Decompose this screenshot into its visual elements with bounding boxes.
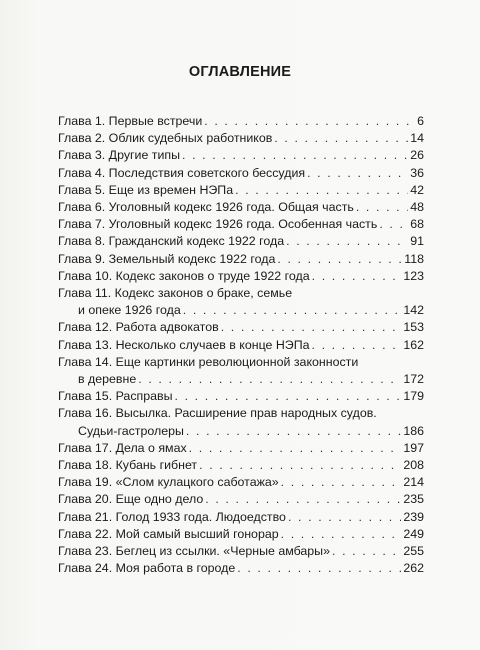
toc-entry-line [58,147,424,164]
toc-page-number: 123 [403,268,424,283]
toc-entry-title: Глава 18. Кубань гибнет [58,458,198,473]
toc-entry-title: Глава 13. Несколько случаев в конце НЭПа [58,337,310,352]
toc-entry-title: Глава 16. Высылка. Расширение прав народных судов. [58,406,377,421]
toc-page-number: 235 [403,492,424,507]
toc-entry [58,543,424,560]
toc-entry-title: Глава 8. Гражданский кодекс 1922 года [58,234,285,249]
toc-entry-line [58,199,424,216]
toc-page-number: 172 [403,372,424,387]
toc-entry-title: Глава 21. Голод 1933 года. Людоедство [58,509,286,524]
toc-entry [58,199,424,216]
toc-entry [58,474,424,491]
toc-page-number: 179 [403,389,424,404]
dot-leader [286,233,408,250]
toc-entry-line [58,165,424,182]
dot-leader [312,337,402,354]
toc-page-number: 208 [403,458,424,473]
toc-entry-line [58,233,424,250]
toc-page-number: 153 [403,320,424,335]
dot-leader [221,319,402,336]
toc-entry [58,251,424,268]
toc-entry-line [58,509,424,526]
table-of-contents [58,113,424,577]
dot-leader [186,423,401,440]
toc-entry [58,113,424,130]
toc-page-number: 6 [417,114,424,128]
dot-leader [356,199,408,216]
toc-entry-line [58,388,424,405]
dot-leader [204,113,415,130]
dot-leader [182,147,408,164]
toc-entry-line [58,474,424,491]
page-title: ОГЛАВЛЕНИЕ [188,64,292,80]
toc-entry-title: Глава 20. Еще одно дело [58,492,204,507]
toc-page-number: 48 [410,200,424,215]
toc-entry-line [58,371,424,388]
toc-page-number: 14 [410,131,424,146]
toc-entry [58,388,424,405]
dot-leader [183,302,402,319]
toc-entry-title: Глава 2. Облик судебных работников [58,131,273,146]
toc-entry [58,319,424,336]
dot-leader [274,130,408,147]
dot-leader [189,440,402,457]
toc-entry [58,405,424,439]
toc-page-number: 162 [403,337,424,352]
toc-entry-title: Глава 12. Работа адвокатов [58,320,219,335]
toc-page-number: 36 [410,165,424,180]
toc-entry-title: Глава 5. Еще из времен НЭПа [58,182,234,197]
toc-entry-title: Глава 14. Еще картинки революционной законности [58,354,359,369]
toc-entry-line [58,285,424,302]
toc-entry [58,509,424,526]
toc-page-number: 68 [410,217,424,232]
toc-page-number: 239 [403,509,424,524]
toc-page-number: 186 [403,423,424,438]
toc-entry [58,440,424,457]
dot-leader [379,216,408,233]
toc-entry-title: Глава 23. Беглец из ссылки. «Черные амбары» [58,544,330,559]
toc-entry [58,354,424,388]
toc-page-number: 262 [403,561,424,576]
toc-entry-line [58,405,424,422]
toc-entry-title: Судьи-гастролеры [78,423,184,438]
toc-entry-title: в деревне [78,372,137,387]
toc-entry-line [58,491,424,508]
toc-entry-title: Глава 15. Расправы [58,389,173,404]
toc-entry [58,268,424,285]
toc-entry-line [58,216,424,233]
toc-page-number: 255 [403,544,424,559]
dot-leader [332,543,401,560]
dot-leader [205,491,401,508]
toc-entry [58,526,424,543]
toc-page-number: 142 [403,303,424,318]
toc-entry-line [58,526,424,543]
toc-entry-line [58,423,424,440]
toc-entry [58,457,424,474]
toc-entry-line [58,130,424,147]
toc-entry-line [58,354,424,371]
toc-page-number: 42 [410,182,424,197]
toc-entry-title: Глава 6. Уголовный кодекс 1926 года. Общая часть [58,200,354,215]
dot-leader [237,560,401,577]
toc-entry [58,130,424,147]
dot-leader [138,371,401,388]
toc-entry-line [58,268,424,285]
toc-entry-line [58,113,424,130]
toc-entry-line [58,251,424,268]
dot-leader [281,474,402,491]
toc-entry-title: Глава 7. Уголовный кодекс 1926 года. Особенная часть [58,217,378,232]
dot-leader [199,457,401,474]
toc-entry-title: Глава 11. Кодекс законов о браке, семье [58,286,293,301]
toc-entry-title: Глава 9. Земельный кодекс 1922 года [58,251,276,266]
toc-page-number: 197 [403,440,424,455]
dot-leader [175,388,402,405]
toc-page-number: 249 [403,526,424,541]
toc-entry-line [58,560,424,577]
toc-entry [58,182,424,199]
toc-page-number: 214 [403,475,424,490]
toc-entry-title: Глава 3. Другие типы [58,148,181,163]
toc-entry-line [58,337,424,354]
toc-entry-title: Глава 1. Первые встречи [58,114,203,128]
toc-entry-title: и опеке 1926 года [78,303,181,318]
toc-entry-line [58,182,424,199]
toc-entry-line [58,440,424,457]
toc-entry-title: Глава 10. Кодекс законов о труде 1922 года [58,268,310,283]
toc-entry [58,560,424,577]
toc-entry-title: Глава 4. Последствия советского бессудия [58,165,306,180]
toc-entry [58,491,424,508]
dot-leader [281,526,402,543]
toc-entry [58,233,424,250]
toc-entry-line [58,457,424,474]
dot-leader [277,251,402,268]
dot-leader [288,509,401,526]
toc-entry [58,337,424,354]
toc-entry [58,285,424,319]
toc-entry-line [58,543,424,560]
toc-entry [58,165,424,182]
toc-entry-line [58,319,424,336]
toc-entry-title: Глава 24. Моя работа в городе [58,561,236,576]
toc-page-number: 26 [410,148,424,163]
toc-page-number: 118 [404,251,424,266]
toc-entry-line [58,302,424,319]
toc-entry [58,147,424,164]
toc-entry-title: Глава 22. Мой самый высший гонорар [58,526,279,541]
toc-page-number: 91 [410,234,424,249]
toc-entry [58,216,424,233]
dot-leader [312,268,402,285]
dot-leader [235,182,408,199]
dot-leader [307,165,408,182]
toc-entry-title: Глава 19. «Слом кулацкого саботажа» [58,475,279,490]
toc-entry-title: Глава 17. Дела о ямах [58,440,187,455]
